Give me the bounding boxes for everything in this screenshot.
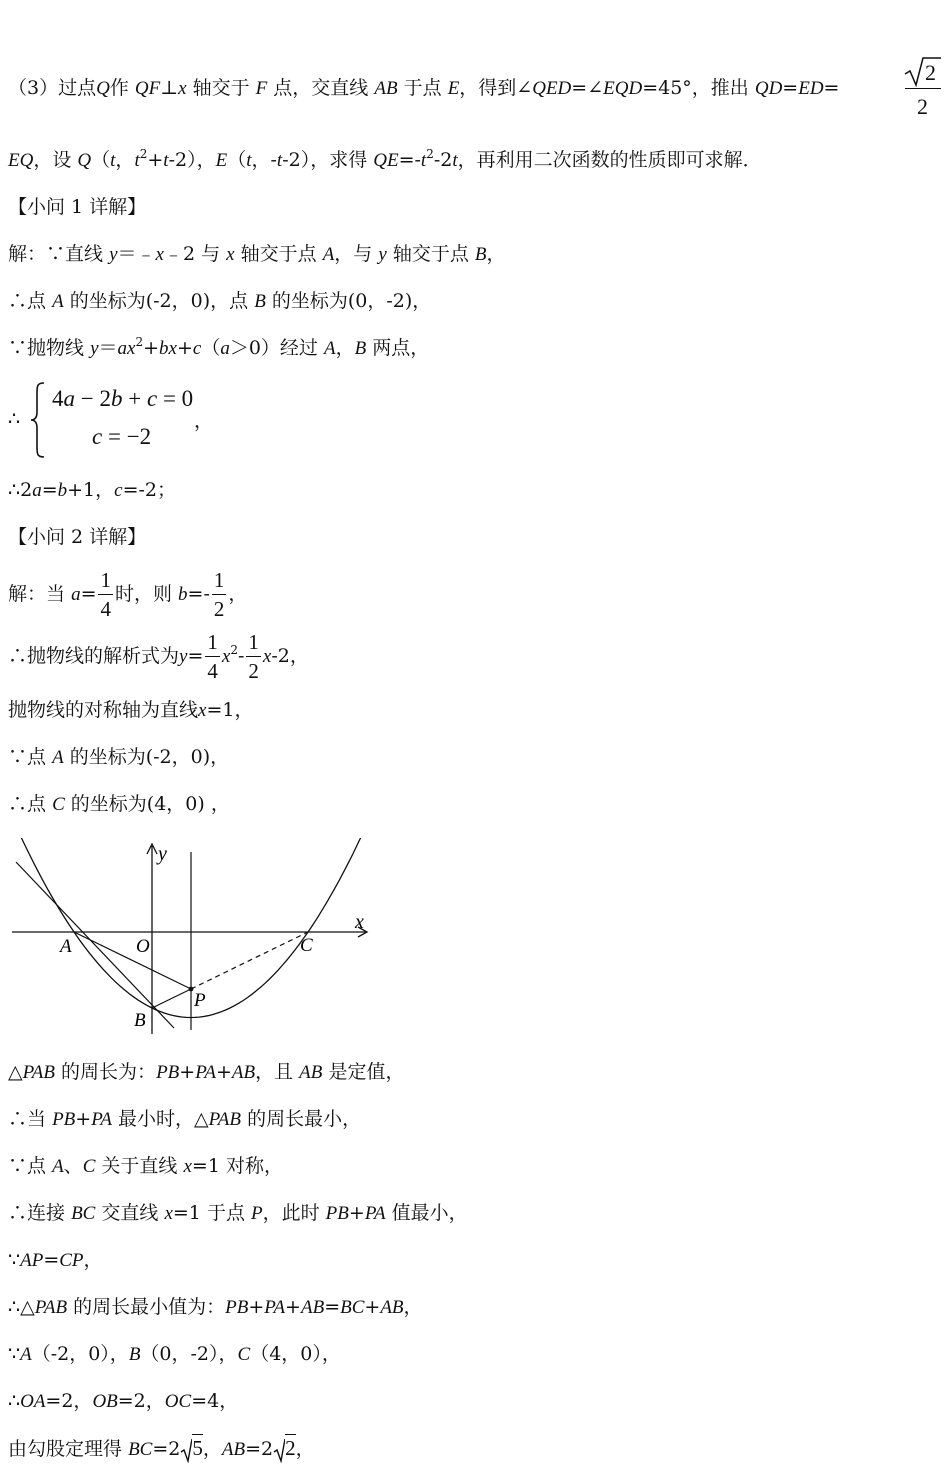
label-y: y	[158, 843, 167, 865]
text-line-13: ∵点 A 的坐标为(-2，0)，	[8, 746, 230, 768]
text-line-16: ∴当 PB+PA 最小时，△PAB 的周长最小，	[8, 1108, 362, 1130]
text-line-17: ∵点 A、C 关于直线 x=1 对称，	[8, 1155, 283, 1177]
text-line-10: 解：当 a= $\frac{1}{4}$ 时，则 b=- $\frac{1}{2}$ ，	[8, 568, 248, 621]
text-line-23: 由勾股定理得 BC=2 5，AB=2 2，	[8, 1436, 315, 1463]
sqrt-radicand: 5	[192, 1436, 203, 1460]
fraction-1-4: $\frac{1}{4}$	[100, 568, 111, 621]
point-p	[189, 987, 194, 992]
equation-system: ∴ 4a − 2b + c = 0 c = −2 ，	[8, 380, 208, 460]
text-line-18: ∴连接 BC 交直线 x=1 于点 P，此时 PB+PA 值最小，	[8, 1202, 468, 1224]
text-line-8: ∴2a=b+1，c=-2；	[8, 479, 176, 501]
fraction-1-2: $\frac{1}{2}$	[213, 568, 225, 621]
left-brace	[28, 380, 48, 460]
sqrt-sign	[273, 1437, 285, 1463]
label-c: C	[300, 935, 313, 956]
text-line-2: EQ，设 Q（t，$t^2+t-2$），E（t，-t-2），求得 $QE=-t^2-2t$，再利用二次函数的性质即可求解．	[8, 147, 762, 171]
section-heading-1: 【小问 1 详解】	[8, 196, 147, 218]
segment-ap	[74, 932, 191, 989]
text-line-19: ∵AP=CP，	[8, 1249, 103, 1271]
text-line-20: ∴△PAB 的周长最小值为：PB+PA+AB=BC+AB，	[8, 1296, 423, 1318]
text-line-1: （3）过点Q作 QF⊥x 轴交于 F 点，交直线 AB 于点 E，得到∠QED=∠EQD=45°，推出 QD=ED=	[8, 77, 840, 99]
text-line-14: ∴点 C 的坐标为(4，0) ，	[8, 793, 230, 815]
equation-1: 4a − 2b + c = 0	[52, 386, 194, 411]
text-line-15: △PAB 的周长为：PB+PA+AB，且 AB 是定值，	[8, 1061, 405, 1083]
text-line-11: ∴抛物线的解析式为y= $\frac{1}{4}$ $x^2-$ $\frac{1}{2}$ x-2，	[8, 630, 309, 683]
label-a: A	[60, 936, 72, 957]
label-o: O	[136, 936, 150, 957]
equation-2: c = −2	[92, 424, 152, 449]
text-line-5: ∴点 A 的坐标为(-2，0)，点 B 的坐标为(0，-2)，	[8, 290, 432, 312]
segment-pc-dashed	[191, 932, 308, 989]
text-line-22: ∴OA=2，OB=2，OC=4，	[8, 1390, 239, 1412]
sqrt-radicand: 2	[285, 1436, 296, 1460]
text-line-6: ∵抛物线 $y=ax^2+bx+c(a>0)$经过 A，B 两点，	[8, 335, 430, 359]
label-p: P	[194, 990, 206, 1011]
segment-bp	[152, 989, 191, 1008]
fraction-1-4: $\frac{1}{4}$	[207, 630, 218, 683]
text-line-4: 解：∵直线 y＝﹣x﹣2 与 x 轴交于点 A，与 y 轴交于点 B，	[8, 243, 506, 265]
section-heading-2: 【小问 2 详解】	[8, 526, 147, 548]
text-line-12: 抛物线的对称轴为直线x=1，	[8, 699, 254, 721]
sqrt-sign	[903, 54, 943, 88]
fraction-sqrt2-over-2: 2 2	[903, 54, 943, 124]
label-b: B	[134, 1010, 146, 1031]
therefore-symbol: ∴	[8, 408, 21, 430]
sqrt-sign	[180, 1437, 192, 1463]
text-line-21: ∵A（-2，0），B（0，-2），C（4，0），	[8, 1343, 341, 1365]
fraction-1-2: $\frac{1}{2}$	[248, 630, 259, 683]
label-x: x	[355, 911, 364, 933]
line-ab	[16, 862, 174, 1028]
parabola-figure	[8, 838, 378, 1038]
